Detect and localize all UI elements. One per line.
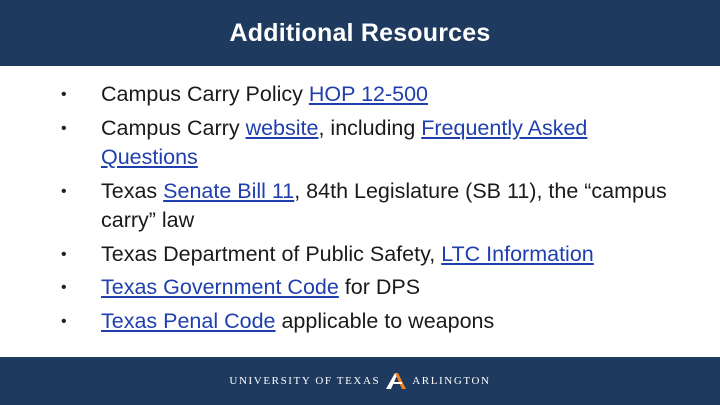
item-text: Texas Department of Public Safety, <box>101 241 442 266</box>
item-text: Texas <box>101 178 164 203</box>
campus-carry-website-link[interactable]: website <box>245 115 319 140</box>
faq-link[interactable]: Frequently Asked Questions <box>101 115 588 169</box>
slide-footer <box>0 357 720 405</box>
item-text: , 84th Legislature (SB 11), the “campus carry” law <box>101 178 667 232</box>
bullet-icon: • <box>61 245 67 263</box>
university-wordmark <box>229 372 490 390</box>
item-text: Campus Carry <box>101 115 246 140</box>
list-item <box>0 114 671 173</box>
resource-list <box>0 80 720 340</box>
list-item <box>0 307 671 337</box>
list-item <box>0 273 671 303</box>
senate-bill-11-link[interactable]: Senate Bill 11 <box>163 178 295 203</box>
hop-12-500-link[interactable]: HOP 12-500 <box>308 82 429 106</box>
penal-code-link[interactable]: Texas Penal Code <box>101 308 276 333</box>
uta-a-logo-icon <box>383 372 409 390</box>
bullet-icon: • <box>61 279 67 296</box>
list-item <box>0 240 671 270</box>
government-code-link[interactable]: Texas Government Code <box>101 275 339 299</box>
list-item <box>0 177 671 236</box>
slide-title: Additional Resources <box>229 18 491 47</box>
bullet-icon: • <box>61 86 67 103</box>
item-text: for DPS <box>338 275 421 299</box>
bullet-icon: • <box>61 182 67 200</box>
item-text: , including <box>318 115 422 140</box>
wordmark-left-text: UNIVERSITY OF TEXAS <box>229 375 381 387</box>
bullet-icon: • <box>61 119 67 137</box>
list-item <box>0 80 671 110</box>
ltc-information-link[interactable]: LTC Information <box>441 241 594 266</box>
wordmark-right-text: ARLINGTON <box>412 375 491 387</box>
slide-header <box>0 0 720 66</box>
item-text: Campus Carry Policy <box>101 82 309 106</box>
bullet-icon: • <box>61 312 67 330</box>
item-text: applicable to weapons <box>275 308 495 333</box>
